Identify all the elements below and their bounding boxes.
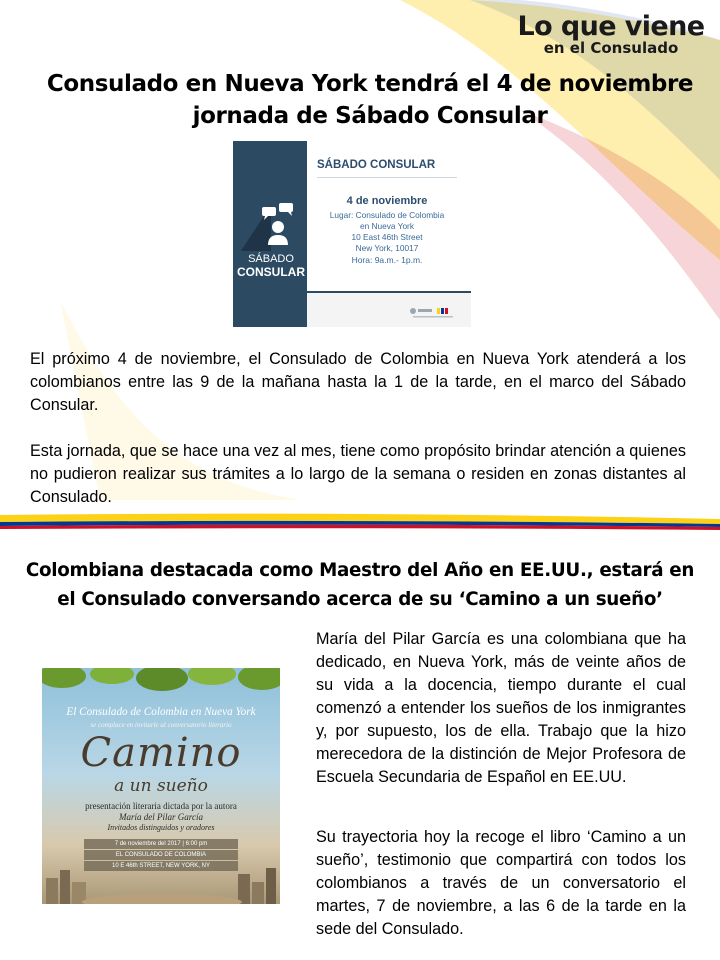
poster-band-venue: EL CONSULADO DE COLOMBIA <box>84 850 238 860</box>
poster-band-address: 10 E 46th STREET, NEW YORK, NY <box>84 861 238 871</box>
card-title: SÁBADO CONSULAR <box>317 159 436 171</box>
card-date: 4 de noviembre <box>346 195 428 207</box>
card-place <box>317 210 457 254</box>
card-hours: Hora: 9a.m.- 1p.m. <box>351 255 423 265</box>
poster-presentation: presentación literaria dictada por la autora <box>85 801 237 811</box>
card-divider <box>317 177 457 178</box>
government-logos-icon <box>409 305 459 319</box>
article-1-headline: Consulado en Nueva York tendrá el 4 de noviembre jornada de Sábado Consular <box>46 71 694 129</box>
brand-title: Lo que viene <box>517 11 705 42</box>
poster-author: María del Pilar García <box>119 812 203 822</box>
people-chat-icon <box>241 201 307 251</box>
poster-line-2: se complace en invitarle al conversatorio literario <box>90 721 232 729</box>
flag-stripe-divider <box>0 513 720 531</box>
brand-subtitle: en el Consulado <box>543 39 679 57</box>
card-place-line: Lugar: Consulado de Colombia <box>329 210 445 220</box>
card-brand-word-1: SÁBADO <box>248 253 294 265</box>
card-place-line: 10 East 46th Street <box>351 232 423 242</box>
card-brand-word-2: CONSULAR <box>237 265 305 279</box>
camino-a-un-sueno-poster <box>42 668 280 904</box>
brand-logo <box>516 12 706 56</box>
poster-line-1: El Consulado de Colombia en Nueva York <box>66 706 256 718</box>
poster-title: Camino <box>80 730 242 776</box>
article-1-paragraph-2: Esta jornada, que se hace una vez al mes, tiene como propósito brindar atención a quienes no pudieron realizar sus trámites a lo largo de la semana o residen en zonas distantes al Consulado. <box>30 442 687 506</box>
poster-band-date: 7 de noviembre del 2017 | 6:00 pm <box>84 839 238 849</box>
card-place-line: en Nueva York <box>360 221 414 231</box>
sabado-consular-card <box>233 141 471 327</box>
article-2-paragraph-2: Su trayectoria hoy la recoge el libro ‘Camino a un sueño’, testimonio que compartirá con todos los colombianos a través de un conversatorio el martes, 7 de noviembre, a las 6 de la tarde en la sede del Consulado. <box>316 828 686 938</box>
article-2-paragraph-1: María del Pilar García es una colombiana que ha dedicado, en Nueva York, más de veinte años de su vida a la docencia, tiempo durante el cual comenzó a entender los sueños de los inmigrantes y, por supuesto, los de ella. Trabajo que la hizo merecedora de la distinción de Mejor Profesora de Escuela Secundaria de Español en EE.UU. <box>316 630 686 786</box>
article-1-paragraph-1: El próximo 4 de noviembre, el Consulado de Colombia en Nueva York atenderá a los colombianos entre las 9 de la mañana hasta la 1 de la tarde, en el marco del Sábado Consular. <box>30 350 686 414</box>
card-place-line: New York, 10017 <box>355 243 419 253</box>
poster-guests: Invitados distinguidos y oradores <box>107 823 215 832</box>
leaves-decoration <box>42 668 280 708</box>
poster-subtitle: a un sueño <box>114 776 208 796</box>
card-brand-word <box>233 253 309 279</box>
article-2-headline: Colombiana destacada como Maestro del Año en EE.UU., estará en el Consulado conversando acerca de su ‘Camino a un sueño’ <box>25 560 695 610</box>
